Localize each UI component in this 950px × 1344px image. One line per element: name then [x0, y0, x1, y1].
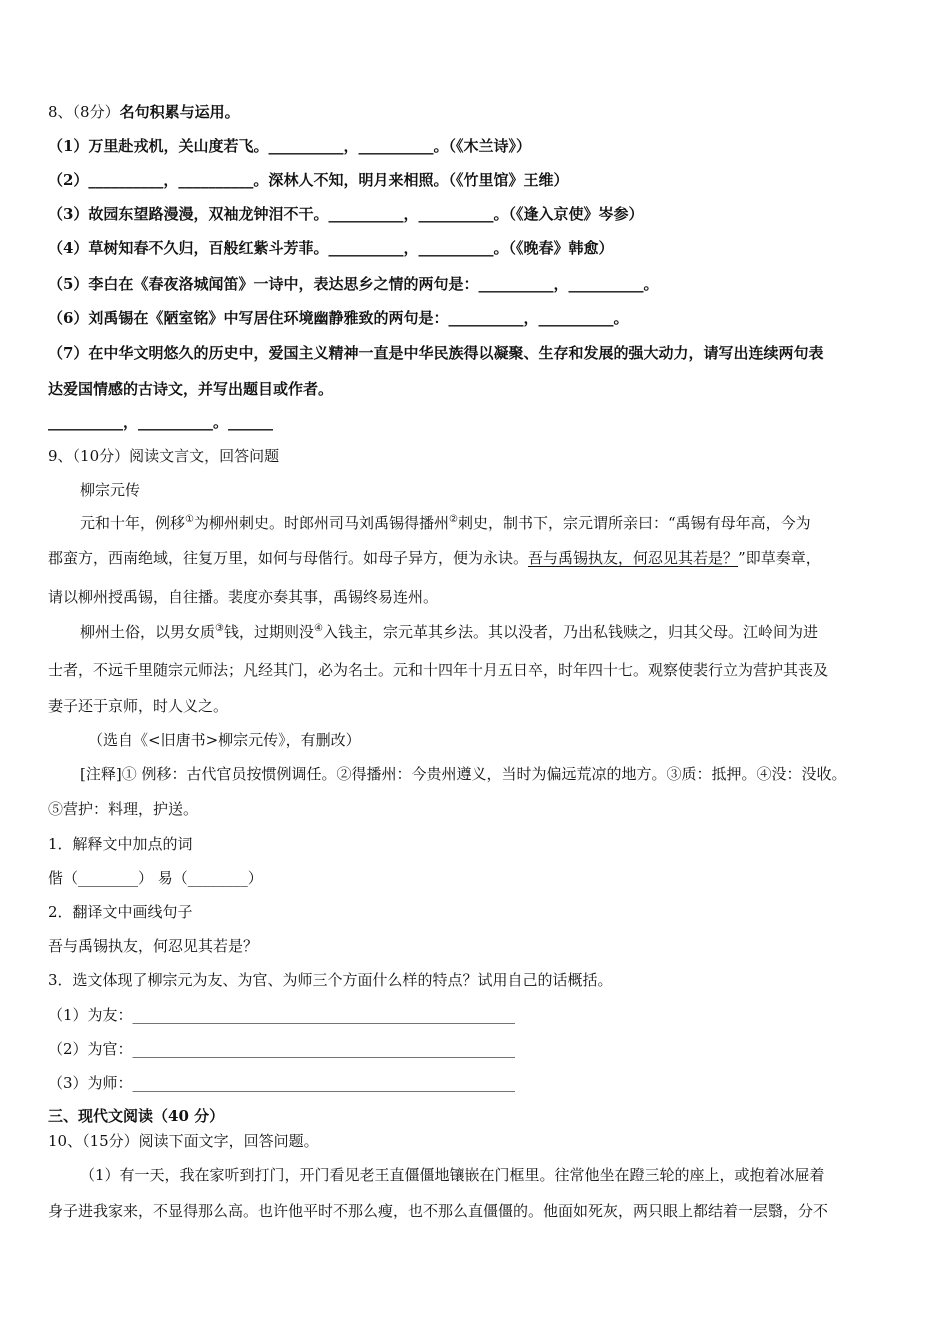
passage-p1-line1: [80, 513, 811, 533]
p1-text-c: 刺史，制书下，宗元谓所亲曰：“禹锡有母年高，今为: [457, 514, 811, 532]
note-marker-4: ④: [314, 623, 323, 634]
notes-line2: ⑤营护：料理，护送。: [48, 800, 199, 818]
q8-item-6: （6）刘禹锡在《陋室铭》中写居住环境幽静雅致的两句是：__________，__________。: [48, 309, 629, 327]
sub-question-1-blanks: 偕（________） 易（________）: [48, 869, 263, 887]
passage-p1-line3: 请以柳州授禹锡，自往播。裴度亦奏其事，禹锡终易连州。: [48, 588, 439, 606]
q8-item-5: （5）李白在《春夜洛城闻笛》一诗中，表达思乡之情的两句是：__________，__________。: [48, 275, 659, 293]
q10-header: 10、（15分）阅读下面文字，回答问题。: [48, 1132, 319, 1150]
notes-line1: [注释]① 例移：古代官员按惯例调任。②得播州：今贵州遵义，当时为偏远荒凉的地方。③质：抵押。④没：没收。: [80, 765, 847, 783]
sub-question-2: 2．翻译文中画线句子: [48, 903, 193, 921]
q8-item-1: （1）万里赴戎机，关山度若飞。__________，__________。（《木兰诗》）: [48, 137, 531, 155]
q8-item-7: （7）在中华文明悠久的历史中，爱国主义精神一直是中华民族得以凝聚、生存和发展的强大动力，请写出连续两句表: [48, 344, 824, 362]
passage-p1-line2: [48, 548, 821, 568]
q8-item-3: （3）故园东望路漫漫，双袖龙钟泪不干。__________，__________。（《逢入京使》岑参）: [48, 205, 644, 223]
q8-item-2: （2）__________，__________。深林人不知，明月来相照。（《竹里馆》王维）: [48, 171, 569, 189]
p2-text-c: 入钱主，宗元革其乡法。其以没者，乃出私钱赎之，归其父母。江岭间为进: [322, 623, 818, 641]
passage-title: 柳宗元传: [80, 481, 141, 499]
q8-header: [48, 102, 240, 122]
p2-text-a: 柳州土俗，以男女质: [80, 623, 216, 641]
passage-p2-line3: 妻子还于京师，时人义之。: [48, 697, 229, 715]
sub-question-3-item-1: （1）为友：___________________________________________________: [48, 1006, 516, 1024]
q10-p1-line2: 身子进我家来，不显得那么高。也许他平时不那么瘦，也不那么直僵僵的。他面如死灰，两只眼上都结着一层翳，分不: [48, 1202, 829, 1220]
sub-question-2-sentence: 吾与禹锡执友，何忍见其若是？: [48, 937, 259, 955]
passage-source: （选自《<旧唐书>柳宗元传》，有删改）: [88, 731, 361, 749]
q8-title: 名句积累与运用。: [119, 103, 240, 121]
sub-question-3: 3．选文体现了柳宗元为友、为官、为师三个方面什么样的特点？试用自己的话概括。: [48, 971, 613, 989]
p1-text-b: 为柳州刺史。时郎州司马刘禹锡得播州: [193, 514, 449, 532]
q10-p1-line1: （1）有一天，我在家听到打门，开门看见老王直僵僵地镶嵌在门框里。往常他坐在蹬三轮的座上，或抱着冰屉着: [80, 1166, 825, 1184]
sub-question-3-item-2: （2）为官：___________________________________________________: [48, 1040, 516, 1058]
q9-header: 9、（10分）阅读文言文，回答问题: [48, 447, 280, 465]
p2-text-b: 钱，过期则没: [223, 623, 314, 641]
sub-question-1: 1．解释文中加点的词: [48, 835, 193, 853]
note-marker-3: ③: [215, 623, 224, 634]
q8-item-7-cont: 达爱国情感的古诗文，并写出题目或作者。: [48, 380, 334, 398]
passage-p2-line1: [80, 622, 818, 642]
passage-p2-line2: 士者，不远千里随宗元师法；凡经其门，必为名士。元和十四年十月五日卒，时年四十七。观察使裴行立为营护其丧及: [48, 661, 829, 679]
p1-text-e: ”即草奏章，: [738, 549, 821, 567]
sub-question-3-item-3: （3）为师：___________________________________________________: [48, 1074, 516, 1092]
p1-text-d: 郡蛮方，西南绝域，往复万里，如何与母偕行。如母子异方，便为永诀。: [48, 549, 529, 567]
p1-text-a: 元和十年，例移: [80, 514, 186, 532]
q8-number: 8、（8分）: [48, 103, 120, 121]
q8-item-7-blanks: __________，__________。______: [48, 413, 274, 431]
note-marker-2: ②: [449, 514, 458, 525]
underlined-sentence: 吾与禹锡执友，何忍见其若是？: [528, 549, 739, 567]
q8-item-4: （4）草树知春不久归，百般红紫斗芳菲。__________，__________。（《晚春》韩愈）: [48, 239, 614, 257]
section-3-title: 三、现代文阅读（40 分）: [48, 1107, 225, 1125]
note-marker-1: ①: [185, 514, 194, 525]
